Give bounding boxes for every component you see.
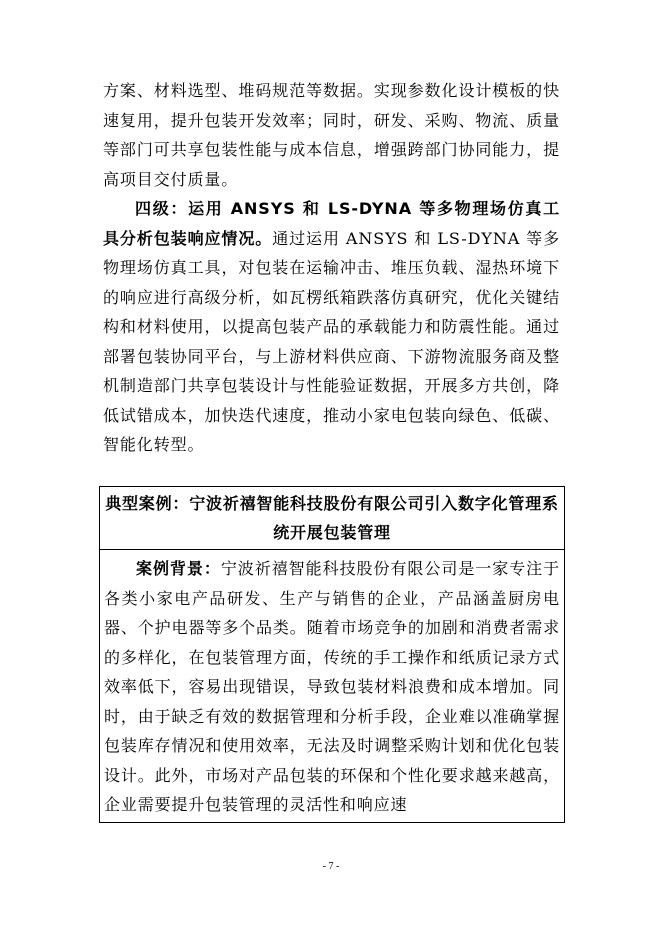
level4-heading: 四级：运用 ANSYS 和 LS-DYNA 等多物理场仿真工具分析包装响应情况。 xyxy=(103,199,560,248)
case-study-box xyxy=(99,486,565,823)
page-number: - 7 - xyxy=(322,861,340,872)
case-body xyxy=(100,550,564,822)
continuation-paragraph: 方案、材料选型、堆码规范等数据。实现参数化设计模板的快速复用，提升包装开发效率；同时，研发、采购、物流、质量等部门可共享包装性能与成本信息，增强跨部门协同能力，提高项目交付质量。 xyxy=(103,81,560,189)
page-body xyxy=(103,76,560,460)
level4-paragraph xyxy=(103,194,560,460)
case-background-label: 案例背景： xyxy=(136,559,221,578)
level4-text: 通过运用 ANSYS 和 LS-DYNA 等多物理场仿真工具，对包装在运输冲击、堆压负载、湿热环境下的响应进行高级分析，如瓦楞纸箱跌落仿真研究，优化关键结构和材料使用，以提高包装产品的承载能力和防震性能。通过部署包装协同平台，与上游材料供应商、下游物流服务商及整机制造部门共享包装设计与性能验证数据，开展多方共创，降低试错成本，加快迭代速度，推动小家电包装向绿色、低碳、智能化转型。 xyxy=(103,228,560,454)
case-background-text: 宁波祈禧智能科技股份有限公司是一家专注于各类小家电产品研发、生产与销售的企业，产品涵盖厨房电器、个护电器等多个品类。随着市场竞争的加剧和消费者需求的多样化，在包装管理方面，传统的手工操作和纸质记录方式效率低下，容易出现错误，导致包装材料浪费和成本增加。同时，由于缺乏有效的数据管理和分析手段，企业难以准确掌握包装库存情况和使用效率，无法及时调整采购计划和优化包装设计。此外，市场对产品包装的环保和个性化要求越来越高，企业需要提升包装管理的灵活性和响应速 xyxy=(104,559,560,814)
case-title: 典型案例：宁波祈禧智能科技股份有限公司引入数字化管理系统开展包装管理 xyxy=(100,487,564,550)
case-background-paragraph xyxy=(104,554,560,820)
